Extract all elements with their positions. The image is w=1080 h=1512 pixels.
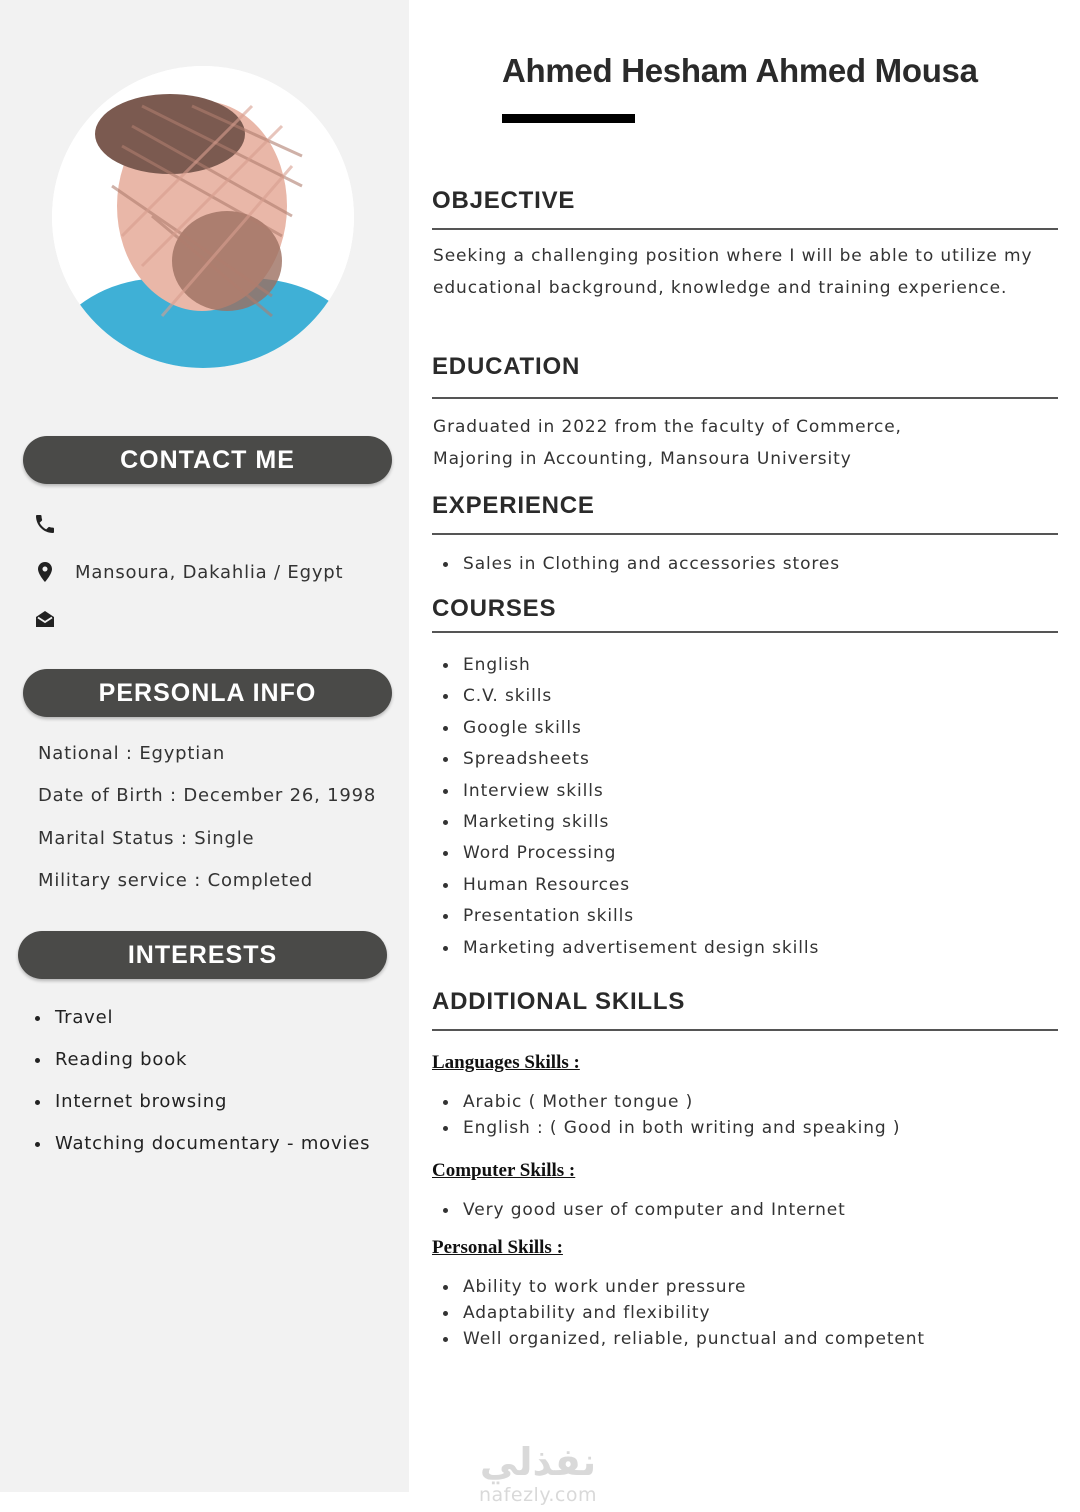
languages-skills-heading: Languages Skills : [432,1052,580,1073]
interests-header [18,931,387,979]
info-marital-status: Marital Status : Single [38,828,255,849]
contact-location-row [33,559,343,585]
course-item: English [441,653,819,684]
additional-skills-title: ADDITIONAL SKILLS [432,988,686,1015]
info-military-service: Military service : Completed [38,870,313,891]
watermark-latin: nafezly.com [479,1484,597,1506]
name-underline [502,114,635,123]
personal-skills-list [441,1275,925,1353]
section-divider [432,533,1058,535]
phone-icon [33,512,57,536]
full-name: Ahmed Hesham Ahmed Mousa [502,52,978,89]
course-item: Human Resources [441,873,819,904]
info-dob: Date of Birth : December 26, 1998 [38,785,377,806]
envelope-open-icon [33,607,57,631]
course-item: Google skills [441,716,819,747]
interest-item: Watching documentary - movies [33,1130,370,1172]
languages-list [441,1090,900,1142]
experience-title: EXPERIENCE [432,492,595,519]
courses-list [441,653,819,967]
language-item: English : ( Good in both writing and speaking ) [441,1116,900,1142]
section-divider [432,1029,1058,1031]
personal-skill-item: Adaptability and flexibility [441,1301,925,1327]
interests-title: INTERESTS [127,940,278,969]
interest-item: Internet browsing [33,1088,370,1130]
section-divider [432,228,1058,230]
experience-list [441,552,840,583]
courses-title: COURSES [432,595,557,622]
interest-item: Travel [33,1004,370,1046]
education-title: EDUCATION [432,353,581,380]
location-pin-icon [33,560,57,584]
course-item: Marketing advertisement design skills [441,936,819,967]
info-nationality: National : Egyptian [38,743,226,764]
computer-skills-list [441,1198,846,1224]
computer-skills-heading: Computer Skills : [432,1160,576,1181]
personal-info-header [23,669,392,717]
personal-info-title: PERSONLA INFO [98,678,317,707]
interest-item: Reading book [33,1046,370,1088]
contact-header [23,436,392,484]
section-divider [432,397,1058,399]
contact-location: Mansoura, Dakahlia / Egypt [75,561,344,583]
objective-title: OBJECTIVE [432,187,576,214]
course-item: C.V. skills [441,684,819,715]
interests-list [33,1004,370,1172]
experience-item: Sales in Clothing and accessories stores [441,552,840,583]
objective-text: Seeking a challenging position where I will be able to utilize my educational background, knowledge and training experience. [433,246,1033,298]
contact-title: CONTACT ME [120,445,295,474]
personal-skills-heading: Personal Skills : [432,1237,563,1258]
course-item: Marketing skills [441,810,819,841]
profile-photo [52,66,354,368]
course-item: Word Processing [441,841,819,872]
education-line-1: Graduated in 2022 from the faculty of Commerce, [433,417,902,437]
education-line-2: Majoring in Accounting, Mansoura University [433,449,852,469]
personal-skill-item: Ability to work under pressure [441,1275,925,1301]
contact-phone-row [33,511,75,537]
course-item: Spreadsheets [441,747,819,778]
computer-skill-item: Very good user of computer and Internet [441,1198,846,1224]
section-divider [432,631,1058,633]
watermark [468,1440,608,1506]
watermark-arabic: نفذلي [479,1440,597,1484]
course-item: Interview skills [441,779,819,810]
language-item: Arabic ( Mother tongue ) [441,1090,900,1116]
contact-email-row [33,606,75,632]
personal-skill-item: Well organized, reliable, punctual and competent [441,1327,925,1353]
course-item: Presentation skills [441,904,819,935]
